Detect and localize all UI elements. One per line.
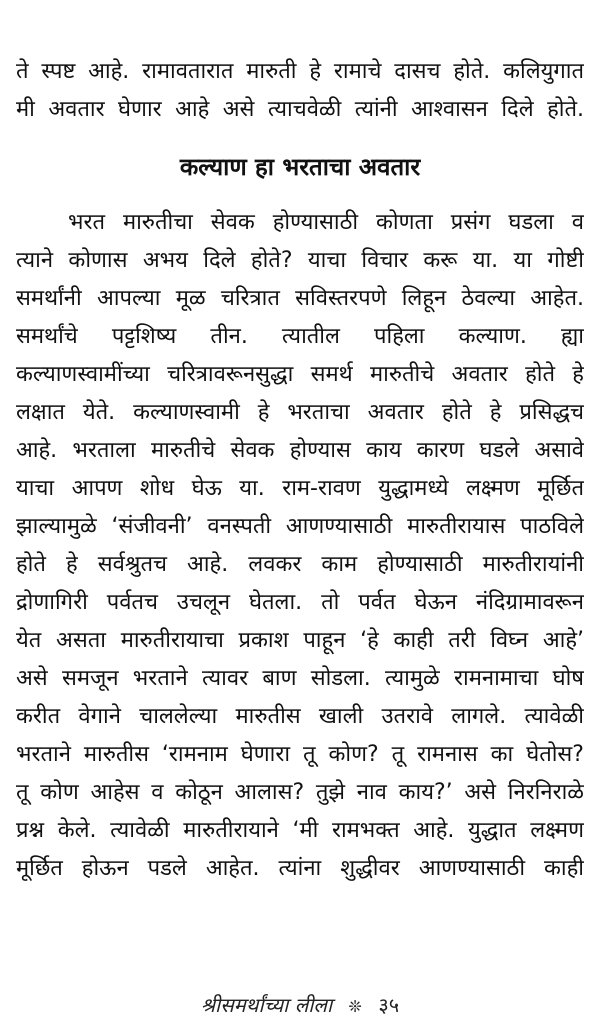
text-line: याचा आपण शोध घेऊ या. राम-रावण युद्धामध्ये लक्ष्मण मूर्छित xyxy=(16,476,584,501)
text-line: समर्थांचे पट्टशिष्य तीन. त्यातील पहिला कल्याण. ह्या xyxy=(16,324,584,349)
paragraph-first-line: भरत मारुतीचा सेवक होण्यासाठी कोणता प्रसंग घडला व xyxy=(68,210,584,235)
text-line: येत असता मारुतीरायाचा प्रकाश पाहून ‘हे काही तरी विघ्न आहे’ xyxy=(16,628,584,653)
text-line: तू कोण आहेस व कोठून आलास? तुझे नाव काय?’ असे निरनिराळे xyxy=(16,780,584,805)
text-line: भरताने मारुतीस ‘रामनाम घेणारा तू कोण? तू रामनास का घेतोस? xyxy=(16,742,584,767)
text-line: आहे. भरताला मारुतीचे सेवक होण्यास काय कारण घडले असावे xyxy=(16,438,584,463)
text-line: लक्षात येते. कल्याणस्वामी हे भरताचा अवतार होते हे प्रसिद्धच xyxy=(16,400,584,425)
text-line: प्रश्न केले. त्यावेळी मारुतीरायाने ‘मी रामभक्त आहे. युद्धात लक्ष्मण xyxy=(16,818,584,843)
text-line: असे समजून भरताने त्यावर बाण सोडला. त्यामुळे रामनामाचा घोष xyxy=(16,666,584,691)
text-line: झाल्यामुळे ‘संजीवनी’ वनस्पती आणण्यासाठी मारुतीरायास पाठविले xyxy=(16,514,584,539)
text-line: होते हे सर्वश्रुतच आहे. लवकर काम होण्यासाठी मारुतीरायांनी xyxy=(16,552,584,577)
page-number: ३५ xyxy=(378,993,400,1017)
ornament-icon: ❊ xyxy=(348,997,362,1016)
book-title: श्रीसमर्थांच्या लीला xyxy=(200,993,333,1017)
text-line: द्रोणागिरी पर्वतच उचलून घेतला. तो पर्वत घेऊन नंदिग्रामावरून xyxy=(16,590,584,615)
section-heading: कल्याण हा भरताचा अवतार xyxy=(179,153,421,181)
text-line: करीत वेगाने चाललेल्या मारुतीस खाली उतरावे लागले. त्यावेळी xyxy=(16,704,584,729)
text-line: मी अवतार घेणार आहे असे त्याचवेळी त्यांनी आश्वासन दिले होते. xyxy=(16,97,584,122)
page-footer xyxy=(0,990,600,1022)
text-line: त्याने कोणास अभय दिले होते? याचा विचार करू या. या गोष्टी xyxy=(16,248,584,273)
text-line: ते स्पष्ट आहे. रामावतारात मारुती हे रामाचे दासच होते. कलियुगात xyxy=(16,59,584,84)
text-line: कल्याणस्वामींच्या चरित्रावरूनसुद्धा समर्थ मारुतीचे अवतार होते हे xyxy=(16,362,584,387)
text-line: समर्थांनी आपल्या मूळ चरित्रात सविस्तरपणे लिहून ठेवल्या आहेत. xyxy=(16,286,584,311)
text-line: मूर्छित होऊन पडले आहेत. त्यांना शुद्धीवर आणण्यासाठी काही xyxy=(16,856,584,881)
